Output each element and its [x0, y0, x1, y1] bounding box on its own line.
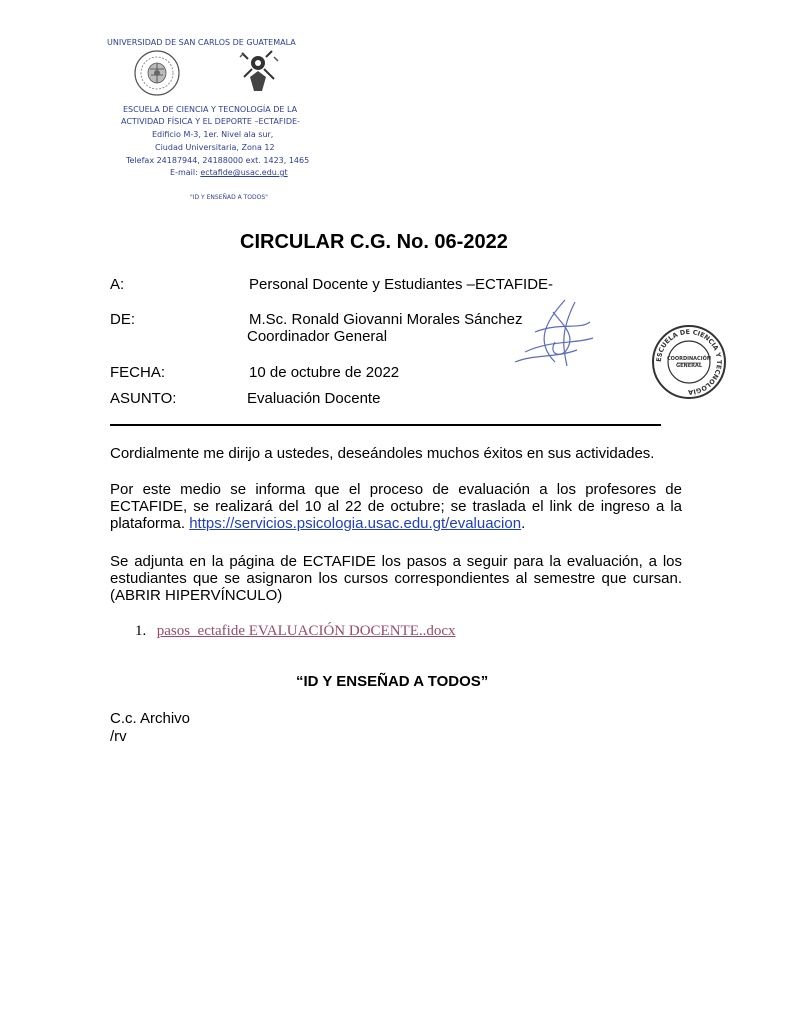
greeting-paragraph: Cordialmente me dirijo a ustedes, deseándoles muchos éxitos en sus actividades. [110, 445, 655, 462]
initials-line: /rv [110, 728, 127, 745]
stamp-center-line1: COORDINACIÓN [666, 356, 712, 362]
signature-icon [505, 292, 600, 372]
from-value: M.Sc. Ronald Giovanni Morales Sánchez [249, 311, 523, 328]
subject-value: Evaluación Docente [247, 390, 381, 407]
to-value: Personal Docente y Estudiantes –ECTAFIDE- [249, 276, 554, 293]
motto: “ID Y ENSEÑAD A TODOS” [296, 673, 489, 690]
date-value: 10 de octubre de 2022 [249, 364, 400, 381]
date-label: FECHA: [110, 364, 166, 381]
from-role: Coordinador General [247, 328, 388, 345]
evaluation-link[interactable]: https://servicios.psicologia.usac.edu.gt/evaluacion [189, 515, 522, 532]
email-link[interactable]: ectafide@usac.edu.gt [200, 168, 288, 177]
building-address: Edificio M-3, 1er. Nivel ala sur, [152, 130, 274, 139]
subject-label: ASUNTO: [110, 390, 177, 407]
school-name-line2: ACTIVIDAD FÍSICA Y EL DEPORTE –ECTAFIDE- [121, 117, 300, 126]
from-label: DE: [110, 311, 136, 328]
telefax-numbers: Telefax 24187944, 24188000 ext. 1423, 1465 [126, 156, 310, 165]
header-divider [110, 424, 661, 426]
evaluation-text: Por este medio se informa que el proceso de evaluación a los profesores de ECTAFIDE, se realizará del 10 al 22 de octubre; se traslada el link de ingreso a la plataforma. [110, 481, 682, 532]
ectafide-emblem-icon [234, 47, 280, 97]
header-motto: "ID Y ENSEÑAD A TODOS" [190, 194, 268, 201]
stamp-ring-text: ESCUELA DE CIENCIA Y TECNOLOGÍA [654, 327, 724, 397]
email-line [170, 168, 288, 177]
university-seal-icon [132, 49, 182, 97]
attachment-paragraph: Se adjunta en la página de ECTAFIDE los pasos a seguir para la evaluación, a los estudiantes que se asignaron los cursos correspondientes al semestre que cursan. (ABRIR HIPERVÍNCULO) [110, 553, 682, 604]
attachment-doc-link[interactable]: pasos_ectafide EVALUACIÓN DOCENTE..docx [156, 623, 456, 639]
circular-title: CIRCULAR C.G. No. 06-2022 [240, 231, 508, 253]
cc-line: C.c. Archivo [110, 710, 191, 727]
list-number: 1. [135, 623, 147, 639]
campus-address: Ciudad Universitaria, Zona 12 [155, 143, 275, 152]
to-label: A: [110, 276, 125, 293]
official-stamp-icon [651, 324, 727, 400]
school-name-line1: ESCUELA DE CIENCIA Y TECNOLOGÍA DE LA [123, 105, 298, 114]
attachment-list-item [135, 622, 456, 640]
evaluation-paragraph [110, 481, 682, 532]
email-label: E-mail: [170, 168, 198, 177]
evaluation-period: . [521, 515, 526, 532]
university-name: UNIVERSIDAD DE SAN CARLOS DE GUATEMALA [107, 38, 296, 47]
stamp-center-line2: GENERAL [675, 363, 703, 369]
